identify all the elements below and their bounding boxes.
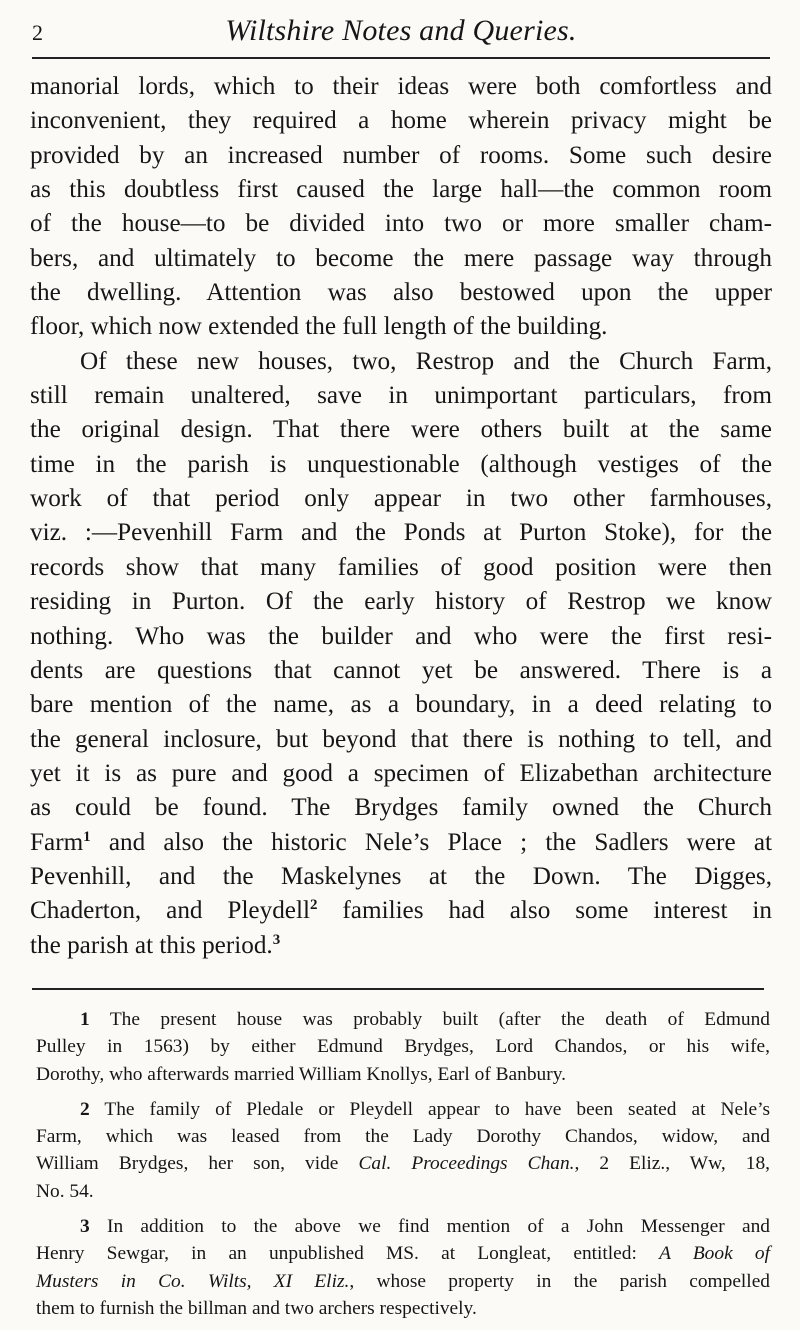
footnote-line: them to furnish the billman and two archers respectively. xyxy=(36,1297,477,1319)
footnote-line xyxy=(36,1006,770,1033)
text-line: bare mention of the name, as a boundary, in a deed relating to xyxy=(30,691,772,719)
text-line xyxy=(30,929,772,963)
text-fragment: Henry Sewgar, in an unpublished MS. at Longleat, entitled: xyxy=(36,1243,660,1265)
paragraph-1 xyxy=(30,70,772,345)
text-line: inconvenient, they required a home wherein privacy might be xyxy=(30,107,772,135)
text-line: as this doubtless first caused the large hall—the common room xyxy=(30,176,772,204)
text-line: the original design. That there were others built at the same xyxy=(30,416,772,444)
text-line: of the house—to be divided into two or more smaller cham- xyxy=(30,210,772,238)
text-line: as could be found. The Brydges family owned the Church xyxy=(30,794,772,822)
footnotes xyxy=(36,1006,770,1330)
text-line: the dwelling. Attention was also bestowed upon the upper xyxy=(30,279,772,307)
text-fragment: The present house was probably built (after the death of Edmund xyxy=(89,1009,770,1030)
citation-title: Cal. Proceedings Chan. xyxy=(358,1153,575,1175)
page-header xyxy=(32,8,770,50)
text-line: nothing. Who was the builder and who were the first resi- xyxy=(30,622,772,650)
footnote-2 xyxy=(36,1096,770,1205)
text-line xyxy=(30,894,772,928)
text-line: time in the parish is unquestionable (although vestiges of the xyxy=(30,450,772,478)
text-fragment: , 2 Eliz., Ww, 18, xyxy=(574,1153,770,1175)
footnote-ref-3[interactable]: 3 xyxy=(272,931,281,948)
footnote-line: Farm, which was leased from the Lady Dorothy Chandos, widow, and xyxy=(36,1126,770,1148)
text-fragment: The family of Pledale or Pleydell appear to have been seated at Nele’s xyxy=(89,1098,770,1120)
footnote-number: 1 xyxy=(80,1009,90,1030)
footnote-line: No. 54. xyxy=(36,1180,94,1202)
text-line: residing in Purton. Of the early history of Restrop we know xyxy=(30,588,772,616)
footnote-line xyxy=(36,1268,770,1295)
text-line: the general inclosure, but beyond that there is nothing to tell, and xyxy=(30,725,772,753)
footnote-1 xyxy=(36,1006,770,1088)
citation-title: Musters in Co. Wilts, XI Eliz. xyxy=(36,1270,350,1292)
footnote-number: 2 xyxy=(80,1098,90,1120)
text-fragment: and also the historic Nele’s Place ; the Sadlers were at xyxy=(90,828,772,856)
text-fragment: families had also some interest in xyxy=(317,897,772,925)
footnote-line: Pulley in 1563) by either Edmund Brydges, Lord Chandos, or his wife, xyxy=(36,1036,770,1058)
text-line: viz. :—Pevenhill Farm and the Ponds at Purton Stoke), for the xyxy=(30,519,772,547)
text-fragment: William Brydges, her son, vide xyxy=(36,1153,359,1175)
citation-title: A Book of xyxy=(659,1243,770,1265)
text-fragment: , whose property in the parish compelled xyxy=(349,1270,770,1292)
page-number: 2 xyxy=(32,20,43,45)
footnote-number: 3 xyxy=(80,1216,90,1238)
text-line: provided by an increased number of rooms. Some such desire xyxy=(30,141,772,169)
text-fragment: the parish at this period. xyxy=(30,931,273,959)
text-line: floor, which now extended the full length of the building. xyxy=(30,313,608,341)
text-line: work of that period only appear in two other farmhouses, xyxy=(30,485,772,513)
footnote-3 xyxy=(36,1213,770,1322)
text-line: records show that many families of good position were then xyxy=(30,553,772,581)
footnote-ref-1[interactable]: 1 xyxy=(83,828,91,845)
body-text xyxy=(30,70,772,963)
footnote-line xyxy=(36,1240,770,1267)
text-fragment: Chaderton, and Pleydell xyxy=(30,897,310,925)
text-line: yet it is as pure and good a specimen of Elizabethan architecture xyxy=(30,759,772,787)
text-line: dents are questions that cannot yet be answered. There is a xyxy=(30,656,772,684)
footnote-ref-2[interactable]: 2 xyxy=(309,897,318,914)
running-title: Wiltshire Notes and Queries. xyxy=(225,14,577,47)
text-line: manorial lords, which to their ideas were both comfortless and xyxy=(30,73,772,100)
footnote-line xyxy=(36,1096,770,1123)
text-line: Pevenhill, and the Maskelynes at the Down. The Digges, xyxy=(30,862,772,890)
text-line: bers, and ultimately to become the mere passage way through xyxy=(30,244,772,272)
paragraph-2 xyxy=(30,345,772,963)
text-line: Of these new houses, two, Restrop and the Church Farm, xyxy=(80,347,772,375)
text-fragment: In addition to the above we find mention of a John Messenger and xyxy=(89,1216,770,1238)
footnote-line: Dorothy, who afterwards married William Knollys, Earl of Banbury. xyxy=(36,1063,566,1085)
text-line: still remain unaltered, save in unimportant particulars, from xyxy=(30,382,772,410)
footnote-line xyxy=(36,1150,770,1177)
text-fragment: Farm xyxy=(30,828,84,856)
text-line xyxy=(30,826,772,860)
header-rule xyxy=(32,57,770,59)
footnote-line xyxy=(36,1213,770,1240)
footnote-rule xyxy=(32,988,764,990)
